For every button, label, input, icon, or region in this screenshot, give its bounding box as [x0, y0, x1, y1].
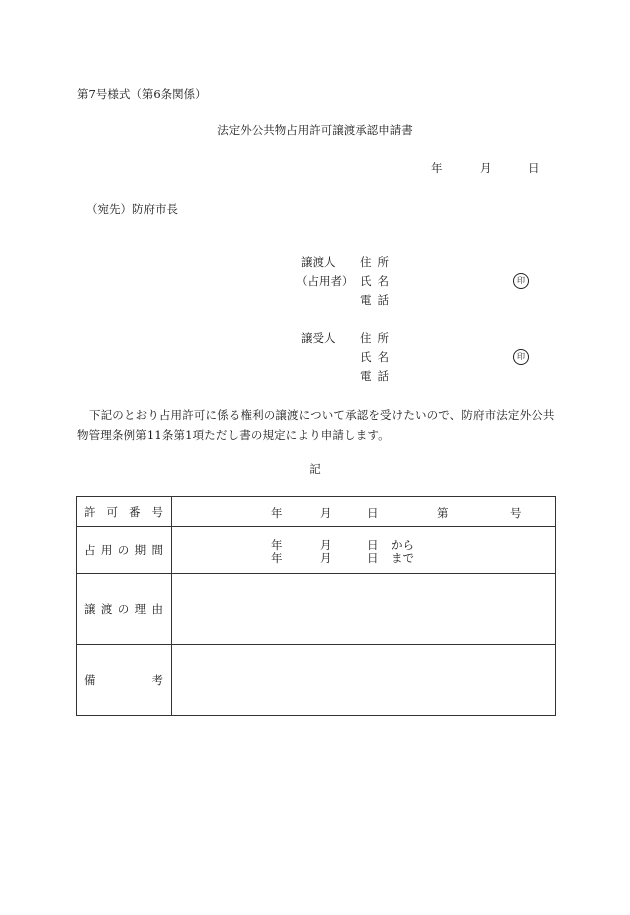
permit-number-label: 許 可 番 号 [77, 497, 172, 527]
table-row-remarks [77, 645, 556, 716]
transferor-address-label: 住所 [360, 255, 395, 269]
date-year-label: 年 [431, 161, 443, 175]
transferor-seal-mark: 印 [513, 273, 529, 289]
table-row-occupancy-period [77, 527, 556, 574]
application-table [76, 496, 556, 716]
date-day-label: 日 [528, 161, 540, 175]
form-number: 第7号様式（第6条関係） [77, 87, 207, 101]
occupancy-period-field[interactable]: 年 月 日 から 年 月 日 まで [172, 527, 556, 574]
transfer-reason-label: 譲 渡 の 理 由 [77, 574, 172, 645]
addressee: （宛先）防府市長 [86, 202, 178, 216]
occupancy-period-label: 占 用 の 期 間 [77, 527, 172, 574]
transferor-label: 譲渡人 [301, 255, 336, 269]
remarks-label: 備 考 [77, 645, 172, 716]
transferee-seal-mark: 印 [513, 349, 529, 365]
transferor-phone-label: 電話 [360, 293, 395, 307]
remarks-field[interactable] [172, 645, 556, 716]
transferor-name-label: 氏名 [360, 274, 395, 288]
transferee-phone-label: 電話 [360, 369, 395, 383]
ki-heading: 記 [309, 462, 321, 476]
transfer-reason-field[interactable] [172, 574, 556, 645]
transferor-sub-label: （占用者） [296, 274, 354, 288]
document-title: 法定外公共物占用許可譲渡承認申請書 [217, 123, 413, 137]
application-statement: 下記のとおり占用許可に係る権利の譲渡について承認を受けたいので、防府市法定外公共物管理条例第11条第1項ただし書の規定により申請します。 [77, 408, 555, 442]
table-row-permit-number [77, 497, 556, 527]
transferee-address-label: 住所 [360, 331, 395, 345]
transferee-label: 譲受人 [301, 331, 336, 345]
date-month-label: 月 [480, 161, 492, 175]
transferee-name-label: 氏名 [360, 350, 395, 364]
permit-number-field[interactable]: 年 月 日 第 号 [172, 497, 556, 527]
table-row-transfer-reason [77, 574, 556, 645]
